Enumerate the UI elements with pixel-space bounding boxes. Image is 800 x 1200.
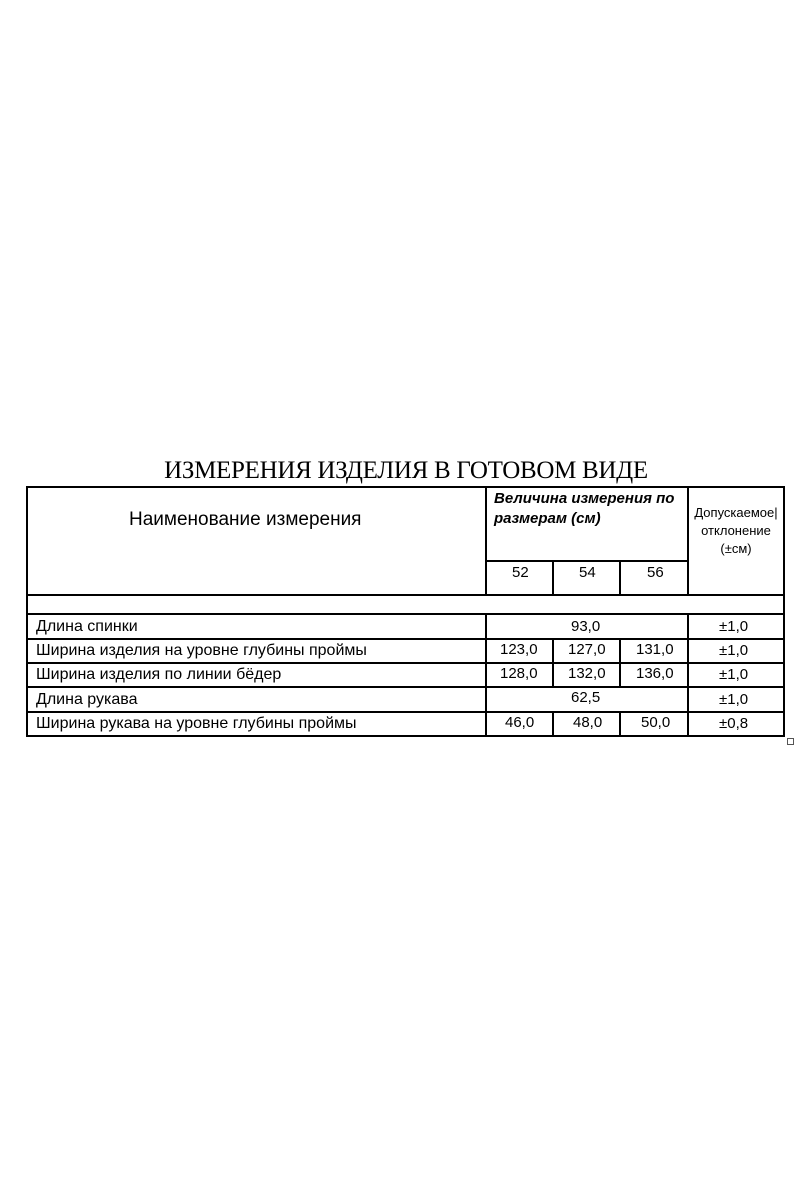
measurements-table	[26, 486, 785, 737]
row-label: Ширина рукава на уровне глубины проймы	[36, 715, 357, 732]
row-label-cell	[28, 664, 487, 688]
size-header-cell	[487, 562, 554, 596]
value-cell	[554, 640, 621, 664]
size-label: 56	[647, 564, 664, 581]
tolerance-cell	[689, 688, 785, 713]
header-tolerance-line2: отклонение	[701, 523, 771, 538]
row-label: Длина спинки	[36, 618, 138, 635]
tolerance-value: ±1,0	[719, 618, 749, 635]
value-cell	[487, 640, 554, 664]
table-title: ИЗМЕРЕНИЯ ИЗДЕЛИЯ В ГОТОВОМ ВИДЕ	[164, 457, 648, 484]
value-cell	[554, 713, 621, 737]
header-sizes-line2: размерам (см)	[494, 510, 601, 527]
row-label: Длина рукава	[36, 691, 138, 708]
value: 62,5	[571, 689, 601, 706]
size-header-cell	[621, 562, 689, 596]
tolerance-value: ±1,0	[719, 666, 749, 683]
row-label-cell	[28, 688, 487, 713]
size-header-cell	[554, 562, 621, 596]
value: 48,0	[573, 714, 603, 731]
value: 132,0	[568, 665, 606, 682]
tolerance-cell	[689, 664, 785, 688]
spacer-row	[28, 596, 785, 615]
value-cell	[621, 664, 689, 688]
row-label: Ширина изделия на уровне глубины проймы	[36, 642, 367, 659]
tolerance-cell	[689, 713, 785, 737]
row-label: Ширина изделия по линии бёдер	[36, 666, 282, 683]
table-resize-handle[interactable]	[787, 738, 794, 745]
header-sizes-line1: Величина измерения по	[494, 490, 675, 507]
value: 123,0	[500, 641, 538, 658]
value: 128,0	[500, 665, 538, 682]
header-sizes-cell	[487, 488, 689, 562]
value-cell	[487, 664, 554, 688]
value: 50,0	[641, 714, 671, 731]
header-name-label: Наименование измерения	[129, 509, 362, 530]
value-cell	[487, 713, 554, 737]
header-tolerance-line3: (±см)	[720, 541, 752, 556]
size-label: 54	[579, 564, 596, 581]
value: 46,0	[505, 714, 535, 731]
header-name-cell	[28, 488, 487, 596]
value-cell	[554, 664, 621, 688]
tolerance-value: ±0,8	[719, 715, 749, 732]
value: 131,0	[636, 641, 674, 658]
value: 93,0	[571, 618, 601, 635]
header-tolerance-cell	[689, 488, 785, 596]
value: 127,0	[568, 641, 606, 658]
row-label-cell	[28, 713, 487, 737]
row-label-cell	[28, 640, 487, 664]
value-cell	[621, 713, 689, 737]
tolerance-value: ±1,0	[719, 642, 749, 659]
value: 136,0	[636, 665, 674, 682]
merged-value-cell	[487, 688, 689, 713]
tolerance-value: ±1,0	[719, 691, 749, 708]
row-label-cell	[28, 615, 487, 640]
merged-value-cell	[487, 615, 689, 640]
size-label: 52	[512, 564, 529, 581]
value-cell	[621, 640, 689, 664]
header-tolerance-line1: Допускаемое|	[694, 505, 778, 520]
tolerance-cell	[689, 615, 785, 640]
tolerance-cell	[689, 640, 785, 664]
